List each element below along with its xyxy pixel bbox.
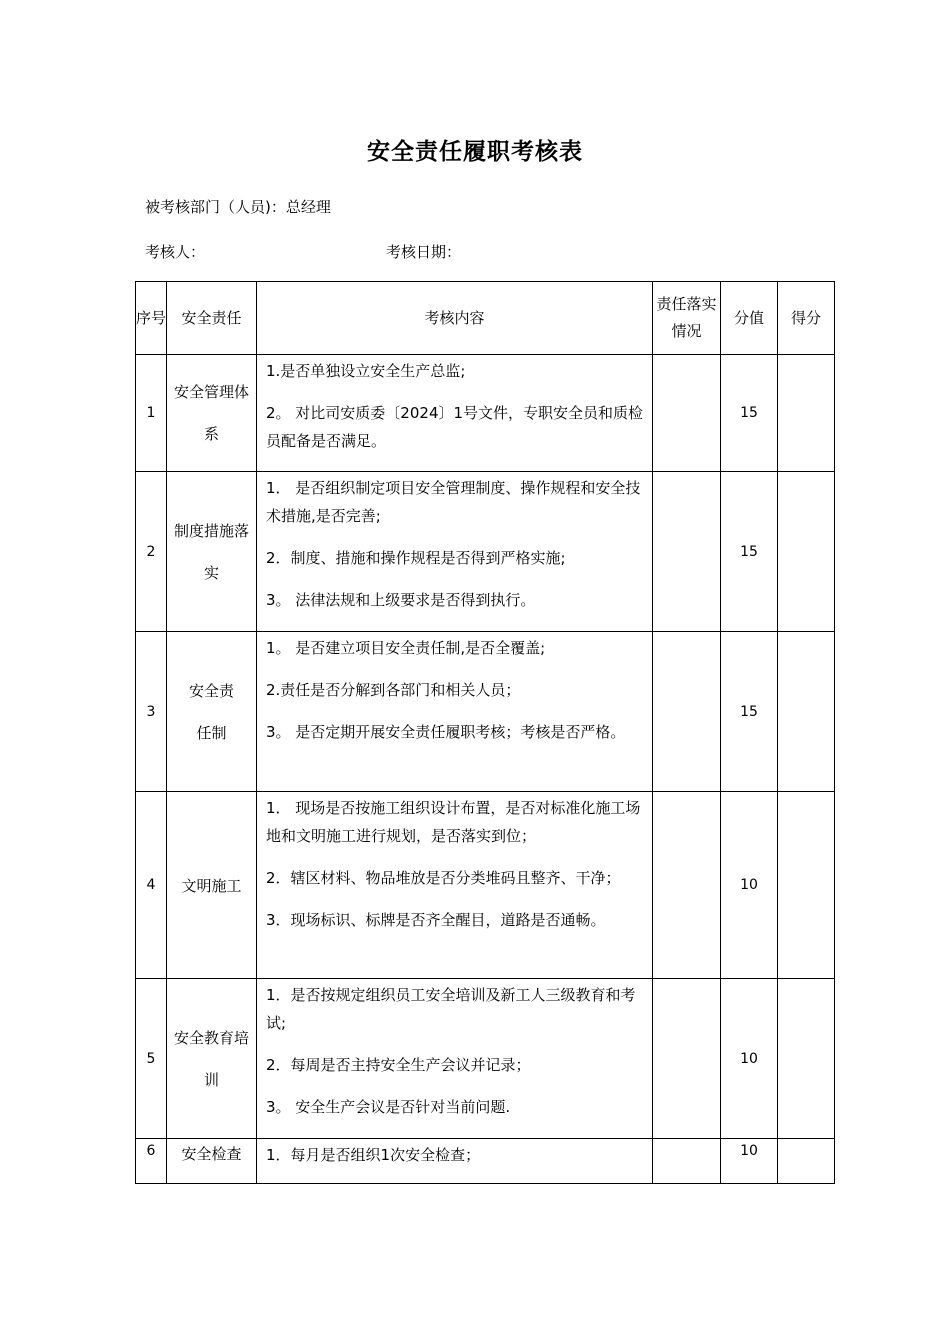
assessment-date-label: 考核日期： — [386, 243, 462, 261]
header-content: 考核内容 — [257, 282, 653, 355]
implementation-cell — [653, 979, 721, 1139]
row-responsibility: 安全教育培训 — [167, 979, 257, 1139]
row-responsibility: 文明施工 — [167, 792, 257, 979]
table-row — [136, 632, 835, 792]
row-score: 15 — [721, 472, 778, 632]
obtained-cell — [778, 792, 835, 979]
obtained-cell — [778, 1139, 835, 1184]
row-content — [257, 792, 653, 979]
content-item: 3。 法律法规和上级要求是否得到执行。 — [266, 591, 536, 609]
content-item: 2．辖区材料、物品堆放是否分类堆码且整齐、干净； — [266, 869, 621, 887]
assessed-department-label: 被考核部门（人员)：总经理 — [145, 198, 331, 216]
header-obtained: 得分 — [778, 282, 835, 355]
row-content — [257, 355, 653, 472]
obtained-cell — [778, 979, 835, 1139]
content-item: 2。 对比司安质委〔2024〕1号文件，专职安全员和质检员配备是否满足。 — [266, 404, 644, 450]
obtained-cell — [778, 632, 835, 792]
content-item: 1．每月是否组织1次安全检查； — [266, 1146, 481, 1164]
row-seq: 3 — [136, 632, 167, 792]
row-seq: 6 — [136, 1139, 167, 1184]
header-seq: 序号 — [136, 282, 167, 355]
content-item: 2.责任是否分解到各部门和相关人员； — [266, 681, 521, 699]
implementation-cell — [653, 472, 721, 632]
row-score: 15 — [721, 632, 778, 792]
table-row — [136, 355, 835, 472]
obtained-cell — [778, 472, 835, 632]
row-score: 10 — [721, 792, 778, 979]
assessment-table — [135, 281, 835, 1184]
row-seq: 4 — [136, 792, 167, 979]
content-item: 1． 现场是否按施工组织设计布置，是否对标准化施工场地和文明施工进行规划，是否落实到位； — [266, 799, 641, 845]
table-row — [136, 979, 835, 1139]
implementation-cell — [653, 1139, 721, 1184]
content-item: 3。 是否定期开展安全责任履职考核；考核是否严格。 — [266, 723, 626, 741]
content-item: 1.是否单独设立安全生产总监; — [266, 362, 466, 380]
row-content — [257, 632, 653, 792]
implementation-cell — [653, 792, 721, 979]
implementation-cell — [653, 355, 721, 472]
row-content — [257, 1139, 653, 1184]
row-content — [257, 979, 653, 1139]
row-score: 10 — [721, 1139, 778, 1184]
row-score: 15 — [721, 355, 778, 472]
table-header-row — [136, 282, 835, 355]
header-score: 分值 — [721, 282, 778, 355]
content-item: 1． 是否组织制定项目安全管理制度、操作规程和安全技术措施,是否完善; — [266, 479, 641, 525]
content-item: 1。 是否建立项目安全责任制,是否全覆盖; — [266, 639, 546, 657]
row-responsibility: 安全责任制 — [167, 632, 257, 792]
implementation-cell — [653, 632, 721, 792]
content-item: 1．是否按规定组织员工安全培训及新工人三级教育和考试; — [266, 986, 636, 1032]
header-implementation: 责任落实情况 — [653, 282, 721, 355]
row-seq: 5 — [136, 979, 167, 1139]
row-seq: 1 — [136, 355, 167, 472]
row-responsibility: 安全检查 — [167, 1139, 257, 1184]
obtained-cell — [778, 355, 835, 472]
assessor-line — [145, 241, 845, 262]
content-item: 2．制度、措施和操作规程是否得到严格实施; — [266, 549, 566, 567]
content-item: 2．每周是否主持安全生产会议并记录； — [266, 1056, 531, 1074]
table-row — [136, 472, 835, 632]
row-seq: 2 — [136, 472, 167, 632]
table-row — [136, 792, 835, 979]
row-content — [257, 472, 653, 632]
table-row — [136, 1139, 835, 1184]
content-item: 3。 安全生产会议是否针对当前问题. — [266, 1098, 511, 1116]
row-score: 10 — [721, 979, 778, 1139]
assessed-department — [145, 196, 331, 217]
page-title: 安全责任履职考核表 — [367, 139, 583, 165]
assessor-label: 考核人： — [145, 243, 206, 261]
content-item: 3．现场标识、标牌是否齐全醒目，道路是否通畅。 — [266, 911, 606, 929]
row-responsibility: 制度措施落实 — [167, 472, 257, 632]
header-responsibility: 安全责任 — [167, 282, 257, 355]
row-responsibility: 安全管理体系 — [167, 355, 257, 472]
